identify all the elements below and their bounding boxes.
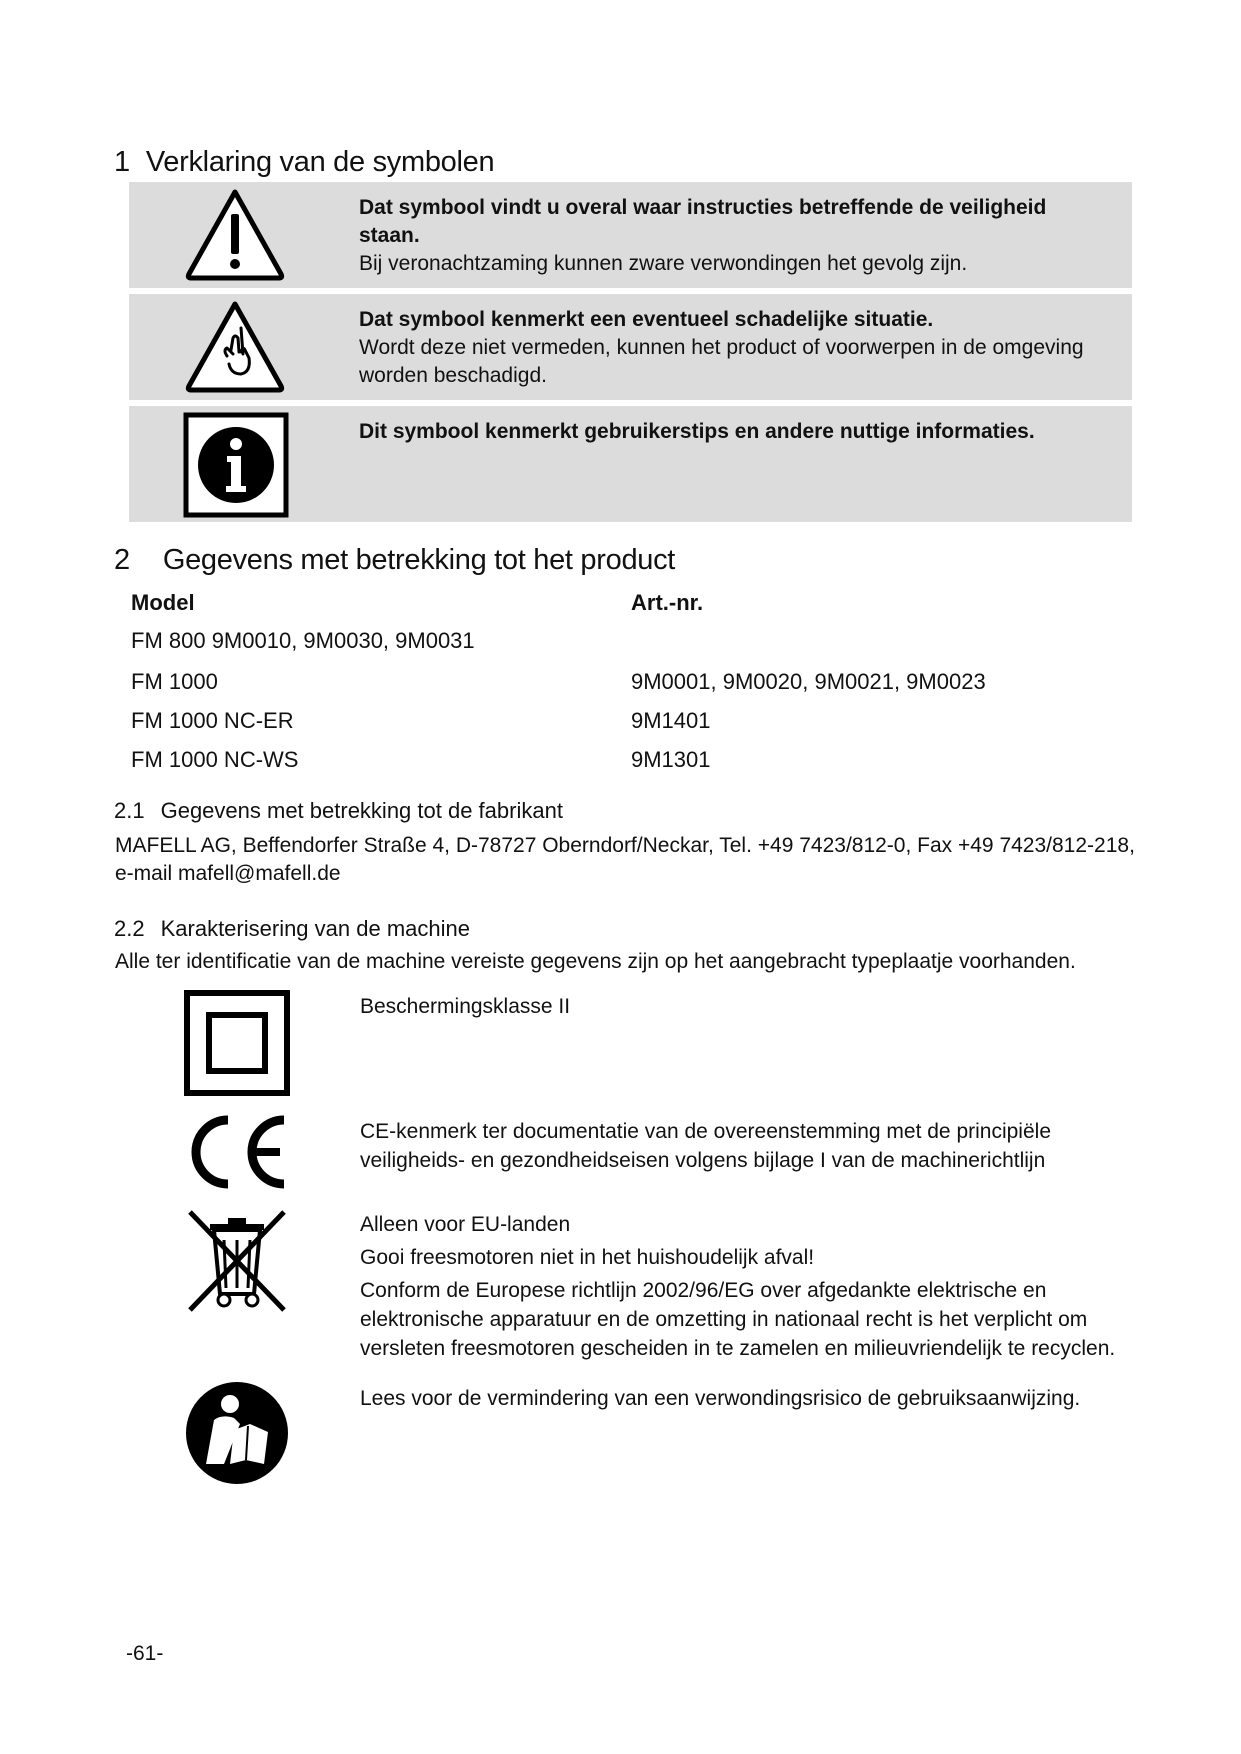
description-line: versleten freesmotoren gescheiden in te zamelen en milieuvriendelijk te recyclen. (360, 1337, 1116, 1360)
table-header (131, 590, 1031, 620)
table-row (131, 628, 1031, 658)
email-line: e-mail mafell@mafell.de (115, 862, 341, 885)
section-number: 2 (114, 544, 130, 576)
read-manual-icon (184, 1380, 290, 1491)
description-line: CE-kenmerk ter documentatie van de overeenstemming met de principiële (360, 1120, 1052, 1143)
warning-triangle-icon (183, 186, 287, 287)
symbol-title: Dit symbool kenmerkt gebruikerstips en andere nuttige informaties. (359, 420, 1035, 443)
table-cell: 9M0001, 9M0020, 9M0021, 9M0023 (631, 669, 986, 694)
table-row (131, 747, 1031, 777)
weee-description (360, 1210, 1140, 1363)
table-cell: FM 1000 NC-WS (131, 747, 299, 772)
read-manual-description (360, 1384, 1140, 1413)
ce-description (360, 1117, 1140, 1175)
page-number: -61- (126, 1642, 164, 1665)
symbol-title: Dat symbool kenmerkt een eventueel schadelijke situatie. (359, 308, 934, 331)
section-1-heading (114, 146, 494, 179)
symbol-description: Bij veronachtzaming kunnen zware verwondingen het gevolg zijn. (359, 252, 968, 275)
description-line: Alleen voor EU-landen (360, 1213, 571, 1236)
attention-hand-triangle-icon (183, 298, 287, 401)
description-line: veiligheids- en gezondheidseisen volgens bijlage I van de machinerichtlijn (360, 1149, 1046, 1172)
table-row (131, 669, 1031, 699)
manufacturer-address (115, 832, 1135, 888)
section-title: Gegevens met betrekking tot de fabrikant (160, 798, 563, 823)
description-line: Conform de Europese richtlijn 2002/96/EG over afgedankte elektrische en (360, 1279, 1047, 1302)
section-2-heading (114, 544, 675, 577)
section-number: 2.2 (114, 916, 145, 941)
description-line: Beschermingsklasse II (360, 995, 571, 1018)
column-header-art-nr: Art.-nr. (631, 590, 704, 615)
section-2-1-heading (114, 798, 563, 824)
table-cell: FM 1000 NC-ER (131, 708, 294, 733)
machine-intro: Alle ter identificatie van de machine vereiste gegevens zijn op het aangebracht typeplaatje voorhanden. (115, 950, 1076, 973)
description-line: Gooi freesmotoren niet in het huishoudelijk afval! (360, 1246, 815, 1269)
symbol-row-info (129, 406, 1132, 522)
address-line: MAFELL AG, Beffendorfer Straße 4, D-78727 Oberndorf/Neckar, Tel. +49 7423/812-0, Fax +49 7423/812-218, (115, 834, 1135, 857)
table-row (131, 708, 1031, 738)
symbol-row-warning (129, 182, 1132, 288)
column-header-model: Model (131, 590, 195, 615)
info-icon (183, 412, 289, 523)
class-ii-description (360, 992, 1140, 1021)
description-line: elektronische apparatuur en de omzetting in nationaal recht is het verplicht om (360, 1308, 1088, 1331)
section-title: Verklaring van de symbolen (145, 146, 495, 178)
table-cell: 9M1401 (631, 708, 711, 733)
section-2-2-heading (114, 916, 470, 942)
symbol-description: Wordt deze niet vermeden, kunnen het product of voorwerpen in de omgeving worden beschadigd. (359, 336, 1084, 387)
section-title: Karakterisering van de machine (160, 916, 470, 941)
table-cell: FM 800 9M0010, 9M0030, 9M0031 (131, 628, 475, 653)
ce-mark-icon (184, 1112, 290, 1197)
section-title: Gegevens met betrekking tot het product (162, 544, 676, 576)
protection-class-ii-icon (184, 990, 290, 1101)
description-line: Lees voor de vermindering van een verwondingsrisico de gebruiksaanwijzing. (360, 1387, 1081, 1410)
symbol-row-caution (129, 294, 1132, 400)
table-cell: FM 1000 (131, 669, 218, 694)
crossed-bin-icon (184, 1208, 290, 1319)
section-number: 1 (114, 146, 130, 178)
section-number: 2.1 (114, 798, 145, 823)
table-cell: 9M1301 (631, 747, 711, 772)
symbol-title: Dat symbool vindt u overal waar instructies betreffende de veiligheid staan. (359, 196, 1047, 247)
